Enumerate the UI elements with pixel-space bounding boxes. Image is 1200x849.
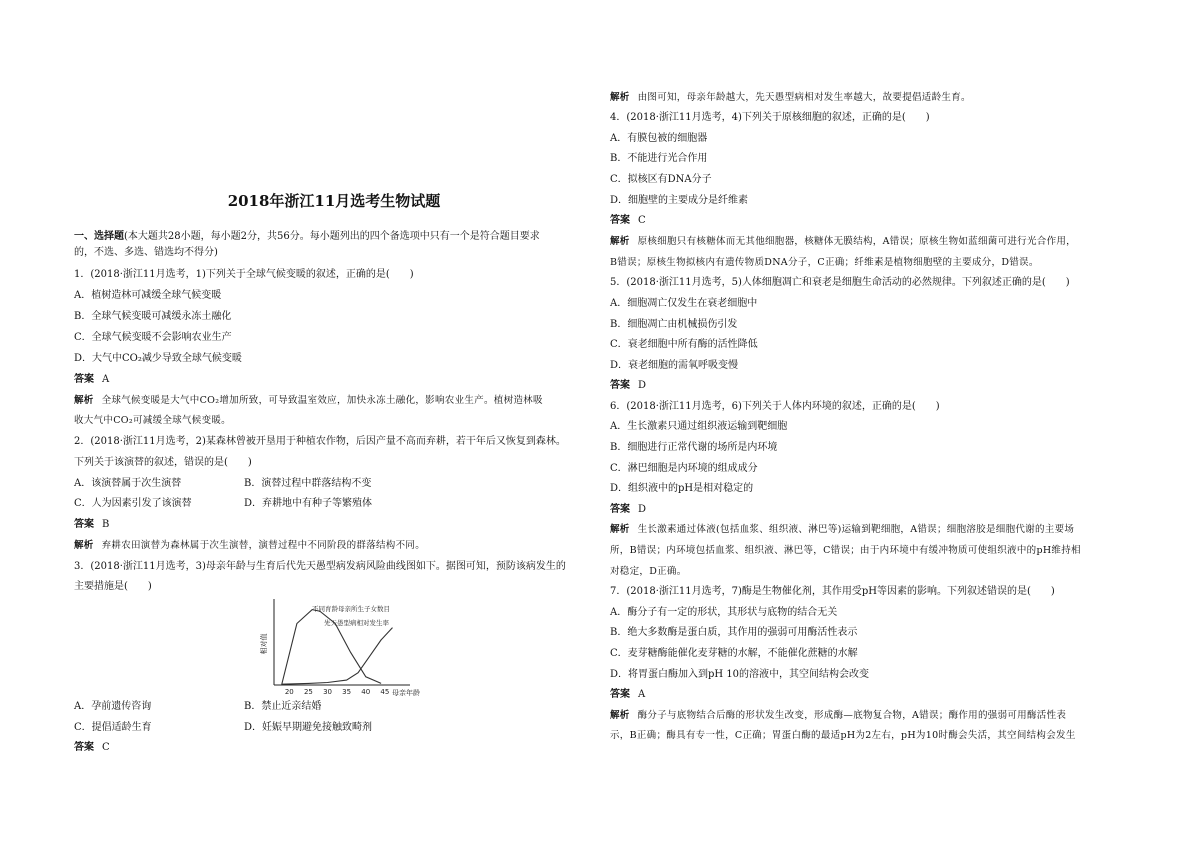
q6-analysis-2: 所，B错误；内环境包括血浆、组织液、淋巴等，C错误；由于内环境中有缓冲物质可使组织液中的pH维持相 <box>610 545 1081 556</box>
q3-answer-value: C <box>102 742 110 753</box>
answer-label: 答案 <box>74 374 94 385</box>
q3-analysis-text: 由图可知，母亲年龄越大，先天愚型病相对发生率越大，故要提倡适龄生育。 <box>637 92 971 103</box>
q1-answer-value: A <box>102 374 110 385</box>
x-tick-label: 45 <box>380 688 390 696</box>
series-label-1: 不同育龄母亲所生子女数目 <box>312 605 390 613</box>
q1-option-a: A．植树造林可减缓全球气候变暖 <box>74 290 222 301</box>
q6-option-c: C．淋巴细胞是内环境的组成成分 <box>610 463 758 474</box>
q5-option-d: D．衰老细胞的需氧呼吸变慢 <box>610 360 739 371</box>
x-axis-label: 母亲年龄 <box>392 689 420 697</box>
q2-answer <box>74 518 109 532</box>
q7-analysis <box>610 709 1066 723</box>
q2-option-c: C．人为因素引发了该演替 <box>74 498 192 509</box>
q3-options-row-1 <box>74 700 322 714</box>
q5-answer <box>610 379 646 393</box>
q3-option-c: C．提倡适龄生育 <box>74 722 152 733</box>
answer-label: 答案 <box>610 380 630 391</box>
q3-option-b: B．禁止近亲结婚 <box>244 701 322 712</box>
q1-answer <box>74 373 109 387</box>
q7-answer <box>610 688 645 702</box>
q2-option-d: D．弃耕地中有种子等繁殖体 <box>244 498 373 509</box>
q1-analysis-2: 收大气中CO₂可减缓全球气候变暖。 <box>74 415 231 426</box>
q2-options-row-1 <box>74 477 372 491</box>
analysis-label: 解析 <box>610 524 630 535</box>
x-tick-label: 35 <box>342 688 352 696</box>
q4-option-b: B．不能进行光合作用 <box>610 153 708 164</box>
section-desc: (本大题共28小题，每小题2分，共56分。每小题列出的四个备选项中只有一个是符合题目要求 <box>124 231 540 242</box>
q1-analysis-1: 全球气候变暖是大气中CO₂增加所致，可导致温室效应，加快永冻土融化，影响农业生产。植树造林吸 <box>101 395 543 406</box>
answer-label: 答案 <box>74 742 94 753</box>
q3-analysis <box>610 91 971 105</box>
q6-analysis-3: 对稳定，D正确。 <box>610 566 687 577</box>
q6-stem: 6．(2018·浙江11月选考，6)下列关于人体内环境的叙述，正确的是( ) <box>610 401 940 412</box>
q4-option-d: D．细胞壁的主要成分是纤维素 <box>610 195 749 206</box>
answer-label: 答案 <box>74 519 94 530</box>
x-tick-label: 20 <box>284 688 294 696</box>
q7-option-c: C．麦芽糖酶能催化麦芽糖的水解，不能催化蔗糖的水解 <box>610 648 858 659</box>
q2-analysis <box>74 539 425 553</box>
q3-option-d: D．妊娠早期避免接触致畸剂 <box>244 722 373 733</box>
analysis-label: 解析 <box>610 92 630 103</box>
series-line-2 <box>282 628 393 685</box>
analysis-label: 解析 <box>610 236 630 247</box>
q5-option-c: C．衰老细胞中所有酶的活性降低 <box>610 339 758 350</box>
q7-option-d: D．将胃蛋白酶加入到pH 10的溶液中，其空间结构会改变 <box>610 669 870 680</box>
q6-analysis <box>610 523 1074 537</box>
q5-answer-value: D <box>638 380 647 391</box>
q1-option-b: B．全球气候变暖可减缓永冻土融化 <box>74 311 232 322</box>
q4-stem: 4．(2018·浙江11月选考，4)下列关于原核细胞的叙述，正确的是( ) <box>610 112 930 123</box>
answer-label: 答案 <box>610 215 630 226</box>
y-axis-label: 相对值 <box>260 633 268 655</box>
q3-options-row-2 <box>74 721 373 735</box>
q4-option-c: C．拟核区有DNA分子 <box>610 174 712 185</box>
q2-stem-2: 下列关于该演替的叙述，错误的是( ) <box>74 457 252 468</box>
q3-chart <box>252 597 420 697</box>
page-title: 2018年浙江11月选考生物试题 <box>227 192 441 210</box>
q3-option-a: A．孕前遗传咨询 <box>74 701 152 712</box>
q7-analysis-2: 示，B正确；酶具有专一性，C正确；胃蛋白酶的最适pH为2左右，pH为10时酶会失活，其空间结构会发生 <box>610 730 1076 741</box>
q5-option-b: B．细胞凋亡由机械损伤引发 <box>610 319 738 330</box>
q4-analysis-2: B错误；原核生物拟核内有遗传物质DNA分子，C正确；纤维素是植物细胞壁的主要成分，D错误。 <box>610 257 1039 268</box>
analysis-label: 解析 <box>74 395 94 406</box>
answer-label: 答案 <box>610 504 630 515</box>
answer-label: 答案 <box>610 689 630 700</box>
q6-option-a: A．生长激素只通过组织液运输到靶细胞 <box>610 421 788 432</box>
section-intro <box>74 230 540 244</box>
q1-stem: 1．(2018·浙江11月选考，1)下列关于全球气候变暖的叙述，正确的是( ) <box>74 269 414 280</box>
q7-option-b: B．绝大多数酶是蛋白质，其作用的强弱可用酶活性表示 <box>610 627 858 638</box>
x-tick-label: 25 <box>303 688 313 696</box>
q5-option-a: A．细胞凋亡仅发生在衰老细胞中 <box>610 298 758 309</box>
q5-stem: 5．(2018·浙江11月选考，5)人体细胞凋亡和衰老是细胞生命活动的必然规律。下列叙述正确的是( ) <box>610 277 1070 288</box>
q4-answer <box>610 214 646 228</box>
section-desc-2: 的，不选、多选、错选均不得分) <box>74 247 218 258</box>
q2-stem: 2．(2018·浙江11月选考，2)某森林曾被开垦用于种植农作物，后因产量不高而弃耕，若干年后又恢复到森林。 <box>74 436 566 447</box>
q4-option-a: A．有膜包被的细胞器 <box>610 133 708 144</box>
q2-options-row-2 <box>74 497 373 511</box>
q6-answer <box>610 503 646 517</box>
q1-option-d: D．大气中CO₂减少导致全球气候变暖 <box>74 353 242 364</box>
q1-analysis <box>74 394 543 408</box>
q1-option-c: C．全球气候变暖不会影响农业生产 <box>74 332 232 343</box>
q4-answer-value: C <box>638 215 646 226</box>
q4-analysis-1: 原核细胞只有核糖体而无其他细胞器，核糖体无膜结构，A错误；原核生物如蓝细菌可进行光合作用， <box>637 236 1076 247</box>
q6-analysis-1: 生长激素通过体液(包括血浆、组织液、淋巴等)运输到靶细胞，A错误；细胞溶胶是细胞代谢的主要场 <box>637 524 1075 535</box>
q6-option-b: B．细胞进行正常代谢的场所是内环境 <box>610 442 778 453</box>
q2-option-b: B．演替过程中群落结构不变 <box>244 478 372 489</box>
q3-answer <box>74 741 110 755</box>
section-heading: 一、选择题 <box>74 231 124 242</box>
q7-answer-value: A <box>638 689 646 700</box>
q7-option-a: A．酶分子有一定的形状，其形状与底物的结合无关 <box>610 607 838 618</box>
q6-option-d: D．组织液中的pH是相对稳定的 <box>610 483 754 494</box>
q2-analysis-1: 弃耕农田演替为森林属于次生演替，演替过程中不同阶段的群落结构不同。 <box>101 540 426 551</box>
q2-option-a: A．该演替属于次生演替 <box>74 478 182 489</box>
analysis-label: 解析 <box>610 710 630 721</box>
q3-stem: 3．(2018·浙江11月选考，3)母亲年龄与生育后代先天愚型病发病风险曲线图如下。据图可知，预防该病发生的 <box>74 561 566 572</box>
analysis-label: 解析 <box>74 540 94 551</box>
x-tick-label: 30 <box>323 688 332 696</box>
q7-analysis-1: 酶分子与底物结合后酶的形状发生改变，形成酶—底物复合物，A错误；酶作用的强弱可用酶活性表 <box>637 710 1067 721</box>
q3-chart-svg <box>252 597 420 697</box>
chart-text <box>259 604 420 697</box>
q3-stem-2: 主要措施是( ) <box>74 581 152 592</box>
x-tick-label: 40 <box>361 688 371 696</box>
q6-answer-value: D <box>638 504 647 515</box>
q7-stem: 7．(2018·浙江11月选考，7)酶是生物催化剂，其作用受pH等因素的影响。下列叙述错误的是( ) <box>610 586 1055 597</box>
q2-answer-value: B <box>102 519 110 530</box>
q4-analysis <box>610 235 1076 249</box>
series-label-2: 先天愚型病相对发生率 <box>324 619 389 627</box>
